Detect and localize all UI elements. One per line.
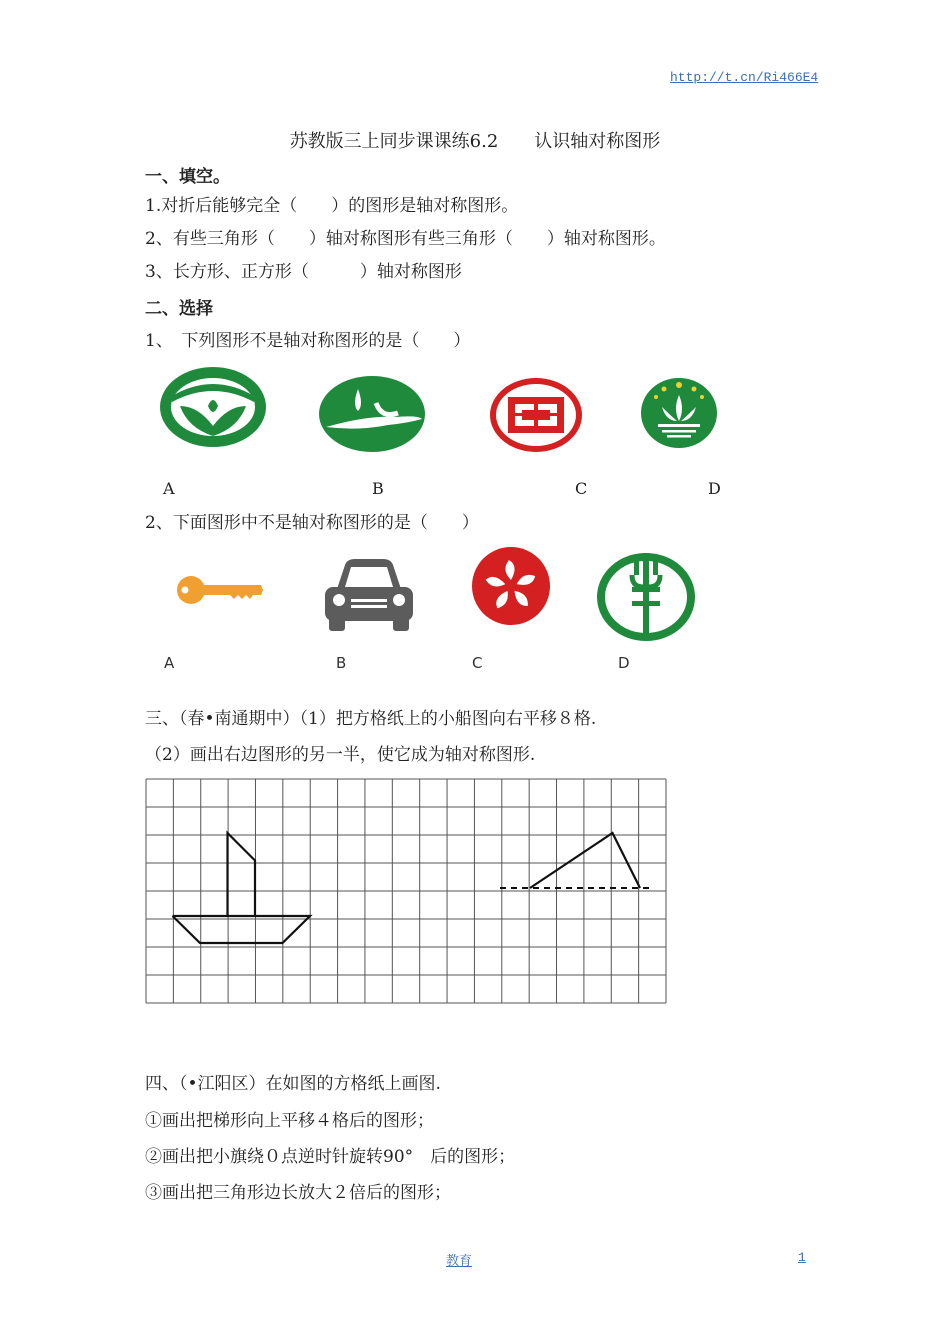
q1-option-a: A — [163, 479, 175, 498]
boat-figure — [173, 833, 311, 943]
section4-item-3: ③画出把三角形边长放大２倍后的图形； — [145, 1183, 451, 1203]
car-image — [323, 555, 415, 633]
fill-question-1: 1.对折后能够完全（ ）的图形是轴对称图形。 — [145, 196, 519, 216]
q1-option-d: D — [708, 479, 721, 498]
choice-question-1: 1、 下列图形不是轴对称图形的是（ ） — [145, 331, 471, 351]
q2-option-d: D — [618, 654, 630, 672]
grid-lines — [146, 779, 666, 1003]
header-url-link[interactable]: http://t.cn/Ri466E4 — [670, 70, 819, 85]
bauhinia-flag-image — [470, 547, 552, 625]
fill-question-3: 3、长方形、正方形（ ）轴对称图形 — [145, 262, 462, 282]
section3-line-1: 三、（春•南通期中）（1）把方格纸上的小船图向右平移８格. — [145, 709, 597, 729]
green-food-logo-image — [158, 366, 268, 448]
section1-heading: 一、填空。 — [145, 167, 230, 187]
section3-line-2: （2）画出右边图形的另一半，使它成为轴对称图形. — [145, 745, 536, 765]
footer-link[interactable]: 教育 — [446, 1254, 473, 1269]
agri-bank-logo-image — [596, 553, 696, 641]
fill-question-2: 2、有些三角形（ ）轴对称图形有些三角形（ ）轴对称图形。 — [145, 229, 666, 249]
section4-item-1: ①画出把梯形向上平移４格后的图形； — [145, 1111, 434, 1131]
q2-option-b: B — [336, 654, 347, 672]
green-lotus-logo-image — [640, 377, 718, 449]
half-figure — [530, 833, 640, 888]
section4-item-2: ②画出把小旗绕０点逆时针旋转90° 后的图形； — [145, 1147, 516, 1167]
grid-paper — [145, 778, 667, 1004]
section4-line-1: 四、（•江阳区）在如图的方格纸上画图. — [145, 1074, 441, 1094]
q2-option-c: C — [472, 654, 483, 672]
key-image — [175, 573, 265, 607]
choice-question-2: 2、下面图形中不是轴对称图形的是（ ） — [145, 513, 479, 533]
page-title: 苏教版三上同步课课练6.2 认识轴对称图形 — [289, 131, 661, 152]
q1-option-b: B — [372, 479, 384, 498]
section2-heading: 二、选择 — [145, 299, 213, 319]
q2-option-a: A — [164, 654, 175, 672]
green-water-logo-image — [318, 375, 426, 453]
red-bank-logo-image — [488, 377, 584, 453]
page-number: 1 — [798, 1250, 806, 1265]
q1-option-c: C — [575, 479, 588, 498]
